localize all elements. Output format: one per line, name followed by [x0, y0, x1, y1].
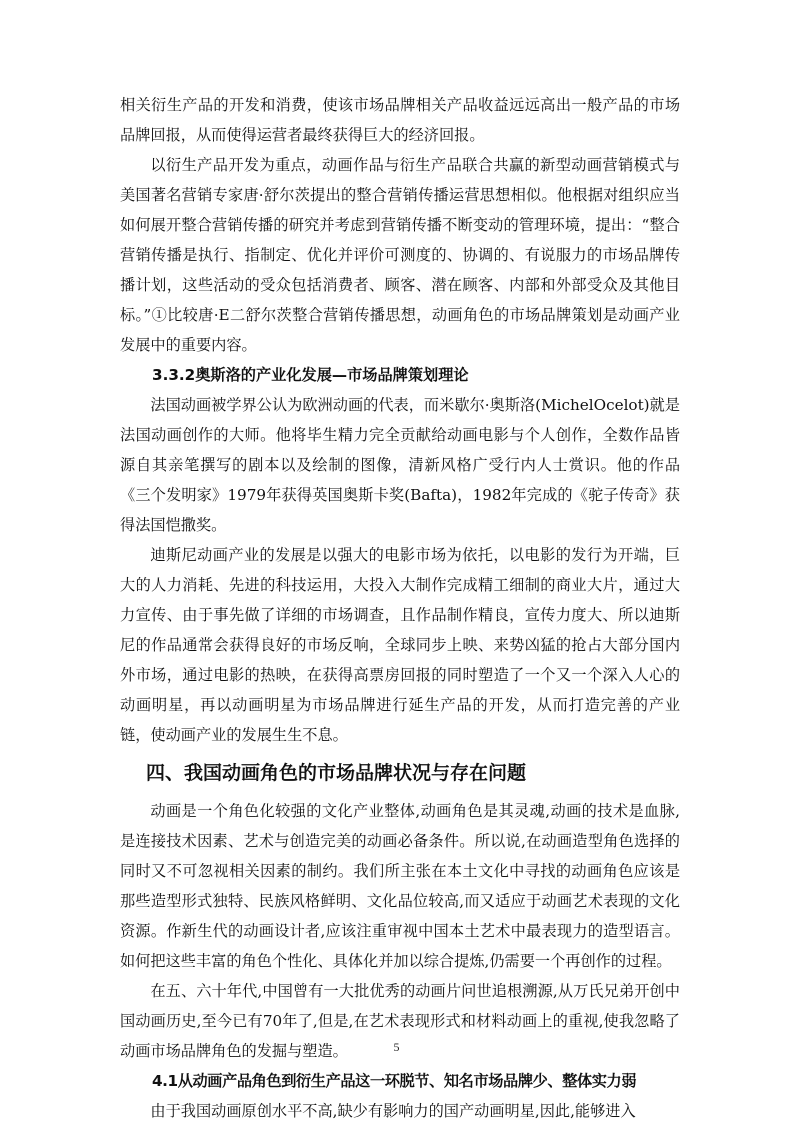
page-number: 5	[393, 1040, 400, 1054]
paragraph-french-animation: 法国动画被学界公认为欧洲动画的代表，而米歇尔·奥斯洛(MichelOcelot)就是法国动画创作的大师。他将毕生精力完全贡献给动画电影与个人创作，全数作品皆源自其亲笔撰写的剧本以及绘制的图像，清新风格广受行内人士赏识。他的作品《三个发明家》1979年获得英国奥斯卡奖(Bafta)，1982年完成的《驼子传奇》获得法国恺撒奖。	[120, 396, 680, 534]
paragraph-disney-industry: 迪斯尼动画产业的发展是以强大的电影市场为依托，以电影的发行为开端，巨大的人力消耗、先进的科技运用，大投入大制作完成精工细制的商业大片，通过大力宣传、由于事先做了详细的市场调查，且作品制作精良，宣传力度大、所以迪斯尼的作品通常会获得良好的市场反响，全球同步上映、来势凶猛的抢占大部分国内外市场，通过电影的热映，在获得高票房回报的同时塑造了一个又一个深入人心的动画明星，再以动画明星为市场品牌进行延生产品的开发，从而打造完善的产业链，使动画产业的发展生生不息。	[120, 546, 680, 744]
paragraph-history: 在五、六十年代,中国曾有一大批优秀的动画片问世追根溯源,从万氏兄弟开创中国动画历史,至今已有70年了,但是,在艺术表现形式和材料动画上的重视,使我忽略了动画市场品牌角色的发掘与塑造。	[120, 982, 680, 1060]
paragraph-animation-character: 动画是一个角色化较强的文化产业整体,动画角色是其灵魂,动画的技术是血脉,是连接技术因素、艺术与创造完美的动画必备条件。所以说,在动画造型角色选择的同时又不可忽视相关因素的制约。我们所主张在本土文化中寻找的动画角色应该是那些造型形式独特、民族风格鲜明、文化品位较高,而又适应于动画艺术表现的文化资源。作新生代的动画设计者,应该注重审视中国本土艺术中最表现力的造型语言。如何把这些丰富的角色个性化、具体化并加以综合提炼,仍需要一个再创作的过程。	[120, 802, 680, 970]
paragraph-continuation: 相关衍生产品的开发和消费，使该市场品牌相关产品收益远远高出一般产品的市场品牌回报，从而使得运营者最终获得巨大的经济回报。	[120, 96, 680, 144]
document-body	[120, 90, 680, 1126]
section-heading-3-3-2: 3.3.2奥斯洛的产业化发展—市场品牌策划理论	[152, 366, 469, 384]
chapter-heading-4: 四、我国动画角色的市场品牌状况与存在问题	[146, 762, 527, 784]
paragraph-integrated-marketing: 以衍生产品开发为重点，动画作品与衍生产品联合共赢的新型动画营销模式与美国著名营销专家唐·舒尔茨提出的整合营销传播运营思想相似。他根据对组织应当如何展开整合营销传播的研究并考虑到营销传播不断变动的管理环境，提出：“整合营销传播是执行、指制定、优化并评价可测度的、协调的、有说服力的市场品牌传播计划，这些活动的受众包括消费者、顾客、潜在顾客、内部和外部受众及其他目标。”①比较唐·E二舒尔茨整合营销传播思想，动画角色的市场品牌策划是动画产业发展中的重要内容。	[120, 156, 680, 354]
paragraph-original-level: 由于我国动画原创水平不高,缺少有影响力的国产动画明星,因此,能够进入	[150, 1102, 636, 1120]
section-heading-4-1: 4.1从动画产品角色到衍生产品这一环脱节、知名市场品牌少、整体实力弱	[152, 1072, 637, 1090]
